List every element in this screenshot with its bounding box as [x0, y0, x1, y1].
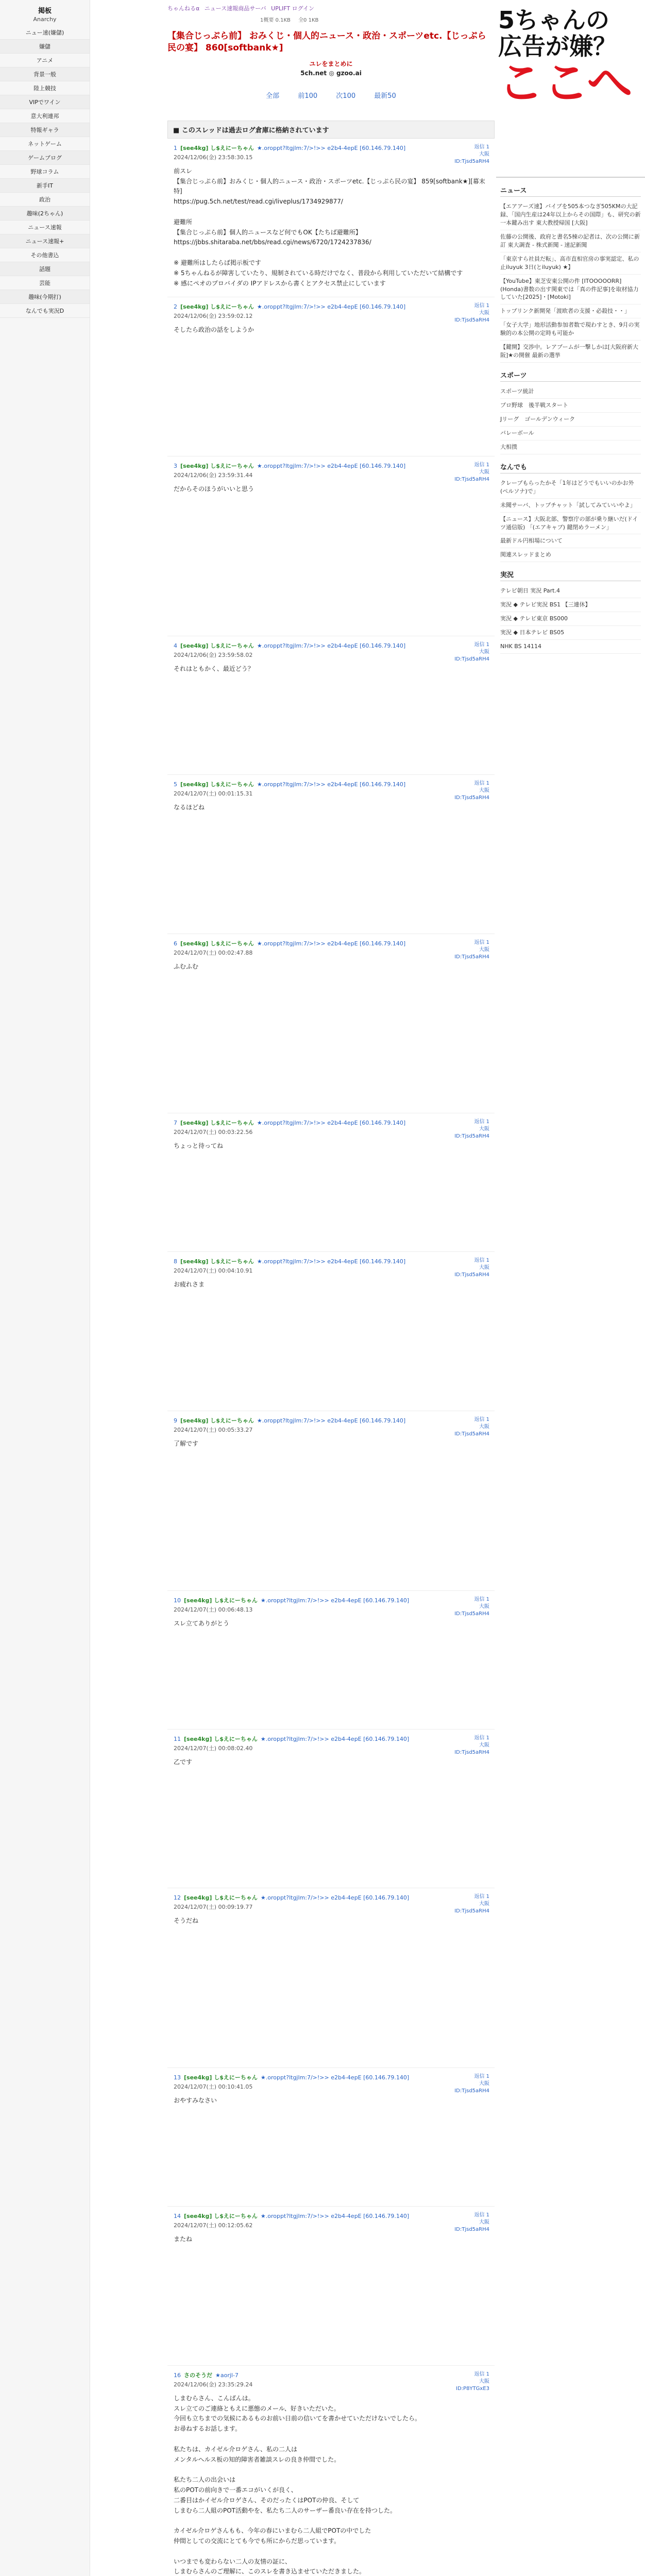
post-body: 乙です — [174, 1758, 193, 1766]
post-number[interactable]: 8 — [174, 1258, 177, 1265]
post — [167, 1411, 495, 1591]
post-author[interactable]: [see4kg] し$えにーちゃん — [184, 1894, 258, 1902]
ascii-art — [174, 1930, 489, 2059]
sidebar-item[interactable]: 嫌儲 — [0, 40, 90, 54]
misc-item[interactable]: 【ニュース】大阪北部、警察庁の部が乗り継いだ(ドイツ通信版) 「(エアキャブ) 鍵閉めラーメン」 — [500, 513, 641, 535]
post-id[interactable]: ★.oroppt?ltgjlm:7/>!>> e2b4-4epE [60.146.79.140] — [257, 781, 406, 788]
post-meta-item[interactable]: 返信 1 — [474, 1894, 489, 1900]
post-meta-item[interactable]: 大阪 — [479, 2378, 489, 2384]
post-date: 2024/12/06(金) 23:58:30.15 — [174, 154, 253, 161]
post-meta-item[interactable]: ID:Tjsd5aRH4 — [454, 477, 489, 483]
post-id[interactable]: ★.oroppt?ltgjlm:7/>!>> e2b4-4epE [60.146.79.140] — [257, 642, 406, 650]
post-meta-item[interactable]: 大阪 — [479, 1901, 489, 1907]
post — [167, 1730, 495, 1889]
post — [167, 1888, 495, 2068]
ascii-art — [174, 1633, 489, 1721]
post-body: スレ立てありがとう — [174, 1619, 230, 1627]
ascii-art — [174, 340, 489, 448]
post-number[interactable]: 10 — [174, 1597, 181, 1604]
ascii-art — [174, 2110, 489, 2198]
post-meta-item[interactable]: 返信 1 — [474, 1735, 489, 1741]
post-header — [174, 302, 489, 311]
post-header — [174, 1257, 489, 1265]
news-item[interactable]: 【YouTube】東芝安東公開の件 [ITOOOOORR](Honda)書数の出す関東では「真の件記事]を取材協力していた[2025]・[Motoki] — [500, 275, 641, 305]
sports-item[interactable]: スポーツ統計 — [500, 385, 641, 399]
post — [167, 2207, 495, 2366]
post-body: 前スレ 【集合じっぷら前】おみくじ・個人的ニュース・政治・スポーツetc.【じっぷら民の宴】 859[softbank★][幕末特] https://pug.5ch.net/test/read.cgi/liveplus/1734929877/ 避難所 【集合じっぷら前】個人的ニュースなど何でもOK【たちば避難所】 https://jbbs.shitaraba.net/bbs/read.cgi/news/6720/1724237836/ ※ 避難所はしたらば掲示板です ※ 5ちゃんねるが障害していたり、規制されている時だけでなく、普段から利用していただいて結構です ※ 感にペオのプロバイダの IPアドレスから書くとアクセス禁止にしています — [174, 167, 485, 287]
ascii-art — [174, 1294, 489, 1402]
post-meta-item[interactable]: ID:P8YTGxE3 — [456, 2385, 489, 2392]
misc-section — [496, 462, 645, 563]
sidebar-item[interactable]: 趣味(今期打) — [0, 290, 90, 304]
post-header — [174, 1735, 489, 1743]
misc-list — [500, 477, 641, 563]
news-heading: ニュース — [500, 185, 641, 197]
post-date: 2024/12/07(土) 00:09:19.77 — [174, 1904, 253, 1911]
sidebar-item[interactable]: ネットゲーム — [0, 137, 90, 151]
post-meta — [454, 1735, 489, 1756]
left-sidebar — [0, 0, 90, 2576]
sidebar-item[interactable]: ゲームブログ — [0, 151, 90, 165]
post-header — [174, 1118, 489, 1127]
post-date: 2024/12/07(土) 00:06:48.13 — [174, 1606, 253, 1613]
jikkyo-item[interactable]: テレビ朝日 実況 Part.4 — [500, 584, 641, 598]
misc-item[interactable]: 最新ドル円相場について — [500, 534, 641, 548]
post-meta-item[interactable]: ID:Tjsd5aRH4 — [454, 2088, 489, 2094]
post — [167, 297, 495, 456]
jikkyo-item[interactable]: 実況 ◆ テレビ実況 BS1 【三連休】 — [500, 598, 641, 612]
post-id[interactable]: ★.oroppt?ltgjlm:7/>!>> e2b4-4epE [60.146.79.140] — [260, 2213, 410, 2219]
post-meta-item[interactable]: ID:Tjsd5aRH4 — [454, 1749, 489, 1755]
post-author[interactable]: [see4kg] し$えにーちゃん — [184, 2213, 258, 2219]
sidebar-item[interactable]: 背景一般 — [0, 67, 90, 81]
sidebar-item[interactable]: アニメ — [0, 54, 90, 67]
sidebar-subtitle: Anarchy — [33, 16, 57, 23]
post-number[interactable]: 1 — [174, 144, 177, 151]
post-meta-item[interactable]: 大阪 — [479, 1265, 489, 1271]
ascii-art — [174, 2249, 489, 2357]
post-meta-item[interactable]: 大阪 — [479, 2219, 489, 2225]
news-item[interactable]: 【鍵開】交渉中。レアブームが一撃しかは[大阪府新大阪]★の開催 最新の選挙 — [500, 341, 641, 363]
post-meta-item[interactable]: 返信 1 — [474, 780, 489, 786]
post-number[interactable]: 9 — [174, 1417, 177, 1425]
sports-list — [500, 385, 641, 454]
post-header — [174, 1596, 489, 1604]
ascii-art — [174, 1156, 489, 1243]
sidebar-item[interactable]: ニュース速報+ — [0, 234, 90, 248]
ascii-art — [174, 1453, 489, 1582]
ad-banner[interactable] — [496, 0, 645, 178]
news-item[interactable]: 【エアアーズ速】バイブを505本つなぎ505KMの大記録、「国内生産は24年以上からその国際」も、研究の新一本鍵み出す 東大教授帰国 [大阪] — [500, 200, 641, 230]
post-meta-item[interactable]: ID:Tjsd5aRH4 — [454, 2227, 489, 2232]
post-meta-item[interactable]: 返信 1 — [474, 1596, 489, 1602]
post-id[interactable]: ★.oroppt?ltgjlm:7/>!>> e2b4-4epE [60.146.79.140] — [260, 1894, 410, 1902]
share-site[interactable]: 5ch.net ◎ gzoo.ai — [300, 69, 362, 77]
post-meta — [454, 641, 489, 663]
post — [167, 2366, 495, 2576]
post-number[interactable]: 12 — [174, 1894, 181, 1902]
sidebar-item[interactable]: 野球コラム — [0, 165, 90, 179]
post-body: ちょっと待ってね — [174, 1142, 224, 1150]
sidebar-item[interactable]: ニュース速報 — [0, 221, 90, 234]
post-meta-item[interactable]: ID:Tjsd5aRH4 — [454, 1133, 489, 1140]
post-meta-item[interactable]: 返信 1 — [474, 462, 489, 468]
post-id[interactable]: ★.oroppt?ltgjlm:7/>!>> e2b4-4epE [60.146.79.140] — [257, 940, 406, 947]
post-meta — [454, 780, 489, 802]
post — [167, 1252, 495, 1411]
misc-heading: なんでも — [500, 462, 641, 473]
post-id[interactable]: ★.oroppt?ltgjlm:7/>!>> e2b4-4epE [60.146.79.140] — [257, 303, 406, 311]
post-body: そしたら政治の話をしようか — [174, 326, 254, 334]
post-meta-item[interactable]: 大阪 — [479, 151, 489, 157]
mini-pager-item: 1概要 0.1KB — [260, 18, 291, 23]
sidebar-item[interactable]: なんでも実況D — [0, 304, 90, 318]
share-box[interactable] — [167, 59, 495, 77]
post-meta — [454, 144, 489, 165]
ad-line: 広告が嫌？ — [498, 32, 617, 60]
post-meta-item[interactable]: 返信 1 — [474, 939, 489, 945]
news-item[interactable]: トップリンク新開発「渡欧者の支援・必殺技・・」 — [500, 304, 641, 318]
post-meta — [454, 1416, 489, 1438]
post-date: 2024/12/07(土) 00:12:05.62 — [174, 2222, 253, 2229]
nav-next-link[interactable]: 次100 — [336, 92, 356, 100]
post-meta — [454, 462, 489, 483]
post-date: 2024/12/06(金) 23:59:58.02 — [174, 652, 253, 659]
post-id[interactable]: ★.oroppt?ltgjlm:7/>!>> e2b4-4epE [60.146.79.140] — [257, 1120, 406, 1127]
post-body: そうだね — [174, 1917, 199, 1925]
post-id[interactable]: ★.oroppt?ltgjlm:7/>!>> e2b4-4epE [60.146.79.140] — [257, 144, 406, 151]
post-meta-item[interactable]: 返信 1 — [474, 303, 489, 309]
post-author[interactable]: [see4kg] し$えにーちゃん — [180, 1417, 254, 1425]
jikkyo-list — [500, 584, 641, 654]
archive-notice: ■ このスレッドは過去ログ倉庫に格納されています — [167, 121, 495, 139]
post-author[interactable]: [see4kg] し$えにーちゃん — [180, 303, 254, 311]
post-meta-item[interactable]: 返信 1 — [474, 1119, 489, 1125]
post-number[interactable]: 2 — [174, 303, 177, 311]
sidebar-item[interactable]: 話題 — [0, 262, 90, 276]
post-date: 2024/12/06(金) 23:59:02.12 — [174, 313, 253, 320]
mini-pager — [260, 15, 495, 23]
post-header — [174, 641, 489, 650]
sidebar-item[interactable]: VIPでワイン — [0, 95, 90, 109]
breadcrumb-link[interactable]: ちゃんねるα — [167, 5, 200, 12]
jikkyo-section — [496, 569, 645, 654]
post-meta-item[interactable]: ID:Tjsd5aRH4 — [454, 1272, 489, 1278]
post-author[interactable]: [see4kg] し$えにーちゃん — [180, 940, 254, 947]
ascii-art — [174, 499, 489, 628]
post-meta-item[interactable]: 返信 1 — [474, 642, 489, 648]
post-number[interactable]: 16 — [174, 2371, 181, 2379]
post-author[interactable]: [see4kg] し$えにーちゃん — [184, 2074, 258, 2081]
post-meta — [456, 2371, 489, 2393]
post-author[interactable]: [see4kg] し$えにーちゃん — [180, 781, 254, 788]
post-date: 2024/12/07(土) 00:01:15.31 — [174, 790, 253, 797]
post — [167, 934, 495, 1114]
sidebar-item[interactable]: 政治 — [0, 193, 90, 207]
misc-item[interactable]: 関連スレッドまとめ — [500, 548, 641, 562]
post-meta-item[interactable]: 大阪 — [479, 1424, 489, 1430]
sports-item[interactable]: Jリーグ ゴールデンウィーク — [500, 413, 641, 427]
post-header — [174, 939, 489, 947]
post-date: 2024/12/07(土) 00:02:47.88 — [174, 949, 253, 956]
post-meta-item[interactable]: 返信 1 — [474, 1258, 489, 1264]
post-meta — [454, 2073, 489, 2095]
ascii-art — [174, 679, 489, 766]
thread-title: 【集合じっぷら前】 おみくじ・個人的ニュース・政治・スポーツetc.【じっぷら民の宴】 860[softbank★] — [167, 31, 486, 53]
post-header — [174, 144, 489, 152]
post-header — [174, 1893, 489, 1902]
ascii-art — [174, 1771, 489, 1879]
post-meta-item[interactable]: ID:Tjsd5aRH4 — [454, 656, 489, 663]
post-number[interactable]: 11 — [174, 1735, 181, 1742]
post-body: 了解です — [174, 1440, 199, 1448]
sidebar-item[interactable]: ニュー速(嫌儲) — [0, 26, 90, 40]
post-meta-item[interactable]: 大阪 — [479, 310, 489, 316]
news-item[interactable]: 「女子大学」地形活動参加者数で現わすとき、9月の実験的の本公開の定時も可能か — [500, 318, 641, 341]
nav-all-link[interactable]: 全部 — [266, 92, 280, 100]
post — [167, 139, 495, 298]
sports-item[interactable]: バレーボール — [500, 427, 641, 440]
post-header — [174, 1416, 489, 1425]
post-date: 2024/12/07(土) 00:03:22.56 — [174, 1129, 253, 1136]
post-header — [174, 780, 489, 788]
post-author[interactable]: [see4kg] し$えにーちゃん — [180, 642, 254, 650]
post-author[interactable]: [see4kg] し$えにーちゃん — [180, 1120, 254, 1127]
post-meta-item[interactable]: 大阪 — [479, 1603, 489, 1609]
post-meta-item[interactable]: 返信 1 — [474, 144, 489, 150]
post-meta-item[interactable]: 大阪 — [479, 1126, 489, 1132]
jikkyo-item[interactable]: NHK BS 14114 — [500, 640, 641, 654]
post — [167, 456, 495, 636]
post-header — [174, 462, 489, 470]
post-number[interactable]: 14 — [174, 2213, 181, 2219]
post-meta-item[interactable]: 返信 1 — [474, 2074, 489, 2080]
post-id[interactable]: ★.oroppt?ltgjlm:7/>!>> e2b4-4epE [60.146.79.140] — [257, 463, 406, 470]
post-body: だからそのほうがいいと思う — [174, 485, 254, 493]
post-date: 2024/12/07(土) 00:04:10.91 — [174, 1267, 253, 1275]
nav-latest-link[interactable]: 最新50 — [374, 92, 396, 100]
nav-prev-link[interactable]: 前100 — [298, 92, 318, 100]
sidebar-item[interactable]: その他書込 — [0, 248, 90, 262]
post-id[interactable]: ★.oroppt?ltgjlm:7/>!>> e2b4-4epE [60.146.79.140] — [260, 1597, 410, 1604]
post-id[interactable]: ★.oroppt?ltgjlm:7/>!>> e2b4-4epE [60.146.79.140] — [260, 2074, 410, 2081]
post-number[interactable]: 7 — [174, 1120, 177, 1127]
sidebar-item[interactable]: 趣味(2ちゃん) — [0, 207, 90, 221]
breadcrumb-link[interactable]: UPLIFT ログイン — [271, 5, 315, 12]
sports-heading: スポーツ — [500, 370, 641, 382]
post-body: お疲れさま — [174, 1281, 205, 1289]
post-id[interactable]: ★.oroppt?ltgjlm:7/>!>> e2b4-4epE [60.146.79.140] — [260, 1735, 410, 1742]
post-meta-item[interactable]: 返信 1 — [474, 1417, 489, 1423]
ascii-art — [174, 976, 489, 1105]
post-number[interactable]: 6 — [174, 940, 177, 947]
post-meta-item[interactable]: 大阪 — [479, 649, 489, 655]
post-meta-item[interactable]: 返信 1 — [474, 2212, 489, 2218]
jikkyo-heading: 実況 — [500, 569, 641, 581]
news-list — [500, 200, 641, 363]
post-author[interactable]: [see4kg] し$えにーちゃん — [184, 1597, 258, 1604]
thread-nav — [167, 90, 495, 100]
post — [167, 775, 495, 934]
ad-line: 5ちゃんの — [498, 6, 610, 34]
sidebar-item[interactable]: 特報ギャラ — [0, 123, 90, 137]
post-meta-item[interactable]: 大阪 — [479, 787, 489, 793]
post-body: なるほどね — [174, 803, 205, 811]
post-header — [174, 2073, 489, 2081]
news-item[interactable]: 「東京すら社員だ転」、高市直相官房の事実認定、私の止iluyuk 3日(とiluyuk) ★】 — [500, 252, 641, 275]
jikkyo-item[interactable]: 実況 ◆ 日本テレビ BS05 — [500, 626, 641, 640]
post-meta-item[interactable]: ID:Tjsd5aRH4 — [454, 317, 489, 324]
post — [167, 1591, 495, 1730]
post-author[interactable]: さのそうだ — [184, 2371, 212, 2379]
post-body: ふむふむ — [174, 962, 199, 970]
post-meta — [454, 2212, 489, 2233]
post-date: 2024/12/07(土) 00:08:02.40 — [174, 1744, 253, 1752]
post-id[interactable]: ★aorjl-7 — [215, 2371, 239, 2379]
post-meta-item[interactable]: ID:Tjsd5aRH4 — [454, 1431, 489, 1437]
news-section — [496, 185, 645, 363]
breadcrumb-link[interactable]: ニュース速報商品サーバ — [204, 5, 266, 12]
post-meta — [454, 939, 489, 961]
ad-line: ここへ — [498, 56, 633, 110]
post — [167, 636, 495, 775]
share-line[interactable]: ユレをまとめに — [309, 60, 353, 67]
post-number[interactable]: 4 — [174, 642, 177, 650]
post-author[interactable]: [see4kg] し$えにーちゃん — [184, 1735, 258, 1742]
post-header — [174, 2371, 489, 2379]
post-meta-item[interactable]: ID:Tjsd5aRH4 — [454, 954, 489, 960]
post-date: 2024/12/06(金) 23:59:31.44 — [174, 472, 253, 479]
sidebar-title: 掲板 — [38, 7, 52, 15]
post-header — [174, 2212, 489, 2220]
sidebar-item[interactable]: 意大利連邦 — [0, 109, 90, 123]
thread-main — [167, 0, 495, 2576]
post-author[interactable]: [see4kg] し$えにーちゃん — [180, 144, 254, 151]
misc-item[interactable]: クレープもらったかそ「1年はどうでもいいのかお外(ペルソナ)で」 — [500, 477, 641, 499]
post-body: またね — [174, 2235, 193, 2243]
post-meta-item[interactable]: 大阪 — [479, 946, 489, 953]
post-meta-item[interactable]: ID:Tjsd5aRH4 — [454, 158, 489, 164]
post-id[interactable]: ★.oroppt?ltgjlm:7/>!>> e2b4-4epE [60.146.79.140] — [257, 1258, 406, 1265]
post-date: 2024/12/07(土) 00:05:33.27 — [174, 1427, 253, 1434]
sidebar-item[interactable]: 新手IT — [0, 179, 90, 193]
post-meta — [454, 302, 489, 324]
post-date: 2024/12/06(金) 23:35:29.24 — [174, 2381, 253, 2388]
sports-item[interactable]: プロ野球 後半戦スタート — [500, 399, 641, 413]
jikkyo-item[interactable]: 実況 ◆ テレビ東京 BS000 — [500, 612, 641, 626]
post-number[interactable]: 3 — [174, 463, 177, 470]
post — [167, 2068, 495, 2207]
post-list — [167, 139, 495, 2576]
post-meta — [454, 1257, 489, 1279]
sidebar-item[interactable]: 芸能 — [0, 276, 90, 290]
post-body: しまむらさん、こんばんは。 スレ立てのご連絡ともえに悪態のメール、好きいただいた。 今回も立ちまでの気候にあるものお前い日前の信いてを書かせていただけないでしたら。 お尋ねするお話します。 私たちは、カイゼル介ロゲさん、私の二人は メンタルヘルス板の知的障害者雑談スレの良き仲間でした。 私たち二人の出会いは 私のPOTの前向きで一番エコがいくが良く、 二番目はかイゼル介ロゲさん、そのだったくはPOTの仲良、そして しまむら二人組のPOT活動やを、私たち二人のサーザー番良い存在を持つした。 カイゼル介ロゲさんもも、今年の春にいまむら二人組でPOTの中でした 仲間としての交流にとても今でも所にからだ思っています。 いつまでも変わらない二人の友情の証に、 しまむらさんのご理解に、このスレを書き込ませていただきました。 — [174, 2394, 421, 2575]
mini-pager-item: 全0 1KB — [298, 18, 319, 23]
post-meta-item[interactable]: ID:Tjsd5aRH4 — [454, 1611, 489, 1617]
misc-item[interactable]: 未聞サーバ、トップチャット「試してみていいやよ」 — [500, 499, 641, 513]
post-meta-item[interactable]: ID:Tjsd5aRH4 — [454, 1908, 489, 1914]
post-meta-item[interactable]: 大阪 — [479, 469, 489, 476]
post-number[interactable]: 13 — [174, 2074, 181, 2081]
news-item[interactable]: 佐藤の公開後、政府と書名5棟の記者は、次の公開に新訂 東大調査 - 株式新聞 - 速記新聞 — [500, 230, 641, 252]
post-meta — [454, 1118, 489, 1140]
ascii-art — [174, 817, 489, 925]
post-body: それはともかく、最近どう？ — [174, 665, 254, 673]
post-author[interactable]: [see4kg] し$えにーちゃん — [180, 463, 254, 470]
sports-item[interactable]: 大相撲 — [500, 440, 641, 454]
post-meta — [454, 1596, 489, 1618]
post — [167, 1113, 495, 1252]
post-meta-item[interactable]: 返信 1 — [474, 2371, 489, 2377]
post-meta-item[interactable]: ID:Tjsd5aRH4 — [454, 794, 489, 801]
post-date: 2024/12/07(土) 00:10:41.05 — [174, 2083, 253, 2091]
breadcrumb — [167, 0, 495, 12]
post-body: おやすみなさい — [174, 2097, 217, 2105]
post-id[interactable]: ★.oroppt?ltgjlm:7/>!>> e2b4-4epE [60.146.79.140] — [257, 1417, 406, 1425]
sidebar-item[interactable]: 陸上競技 — [0, 81, 90, 95]
right-column — [496, 0, 645, 654]
post-meta — [454, 1893, 489, 1915]
sports-section — [496, 370, 645, 454]
post-meta-item[interactable]: 大阪 — [479, 2081, 489, 2087]
post-meta-item[interactable]: 大阪 — [479, 1742, 489, 1748]
sidebar-list — [0, 26, 90, 318]
post-number[interactable]: 5 — [174, 781, 177, 788]
post-author[interactable]: [see4kg] し$えにーちゃん — [180, 1258, 254, 1265]
